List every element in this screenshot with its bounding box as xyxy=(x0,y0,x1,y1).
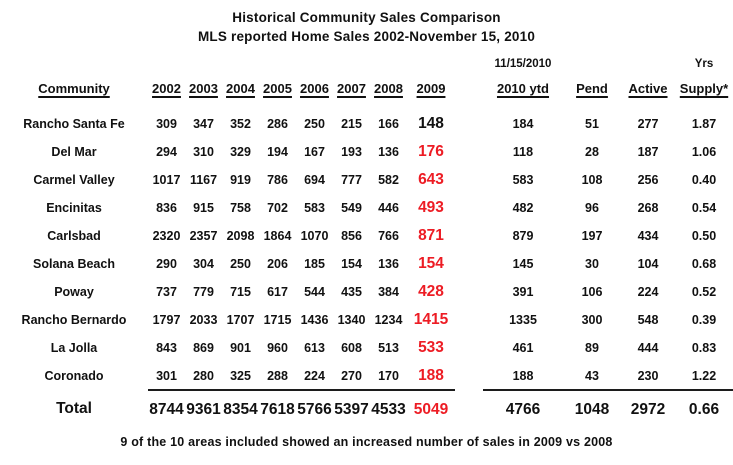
col-header-2007: 2007 xyxy=(337,81,366,96)
table-cell: 0.68 xyxy=(691,257,717,271)
col-header-active: Active xyxy=(628,81,668,96)
table-row xyxy=(0,222,733,250)
table-cell: 1.06 xyxy=(691,145,717,159)
community-name: Encinitas xyxy=(46,201,102,215)
table-cell: 544 xyxy=(304,285,325,299)
table-cell: 230 xyxy=(621,362,675,390)
table-cell: 482 xyxy=(512,201,534,215)
table-cell: 96 xyxy=(585,201,599,215)
column-gap xyxy=(455,50,483,70)
table-cell-2009: 1415 xyxy=(413,311,449,328)
total-cell-2009: 5049 xyxy=(413,400,449,418)
table-cell: 286 xyxy=(267,117,288,131)
community-name: Del Mar xyxy=(51,145,97,159)
community-name: Carlsbad xyxy=(47,229,101,243)
column-gap xyxy=(455,166,483,194)
table-cell-2009: 493 xyxy=(418,199,444,216)
column-gap xyxy=(455,250,483,278)
column-gap xyxy=(455,222,483,250)
title-line-1: Historical Community Sales Comparison xyxy=(232,10,501,25)
table-cell: 758 xyxy=(230,201,251,215)
table-cell: 901 xyxy=(230,341,251,355)
community-name: Rancho Santa Fe xyxy=(23,117,125,131)
table-cell: 154 xyxy=(341,257,362,271)
table-cell: 268 xyxy=(637,201,659,215)
table-cell: 617 xyxy=(267,285,288,299)
table-row xyxy=(0,194,733,222)
table-cell: 325 xyxy=(222,362,259,390)
table-cell: 766 xyxy=(378,229,399,243)
report-title xyxy=(0,0,733,46)
table-cell: 777 xyxy=(341,173,362,187)
table-cell: 197 xyxy=(581,229,603,243)
column-gap xyxy=(455,70,483,96)
table-cell: 583 xyxy=(304,201,325,215)
table-row xyxy=(0,334,733,362)
community-name: Rancho Bernardo xyxy=(21,313,127,327)
col-header-2002: 2002 xyxy=(152,81,181,96)
total-label: Total xyxy=(56,400,92,417)
table-row xyxy=(0,362,733,390)
table-cell: 2098 xyxy=(226,229,255,243)
table-cell: 294 xyxy=(156,145,177,159)
total-cell: 8354 xyxy=(223,400,258,418)
table-cell: 1864 xyxy=(263,229,292,243)
table-cell: 960 xyxy=(267,341,288,355)
table-cell: 277 xyxy=(637,117,659,131)
table-cell: 879 xyxy=(512,229,534,243)
table-cell: 30 xyxy=(585,257,599,271)
table-cell-2009: 533 xyxy=(418,339,444,356)
table-cell: 250 xyxy=(304,117,325,131)
table-cell: 582 xyxy=(378,173,399,187)
table-cell: 461 xyxy=(512,341,534,355)
table-row xyxy=(0,138,733,166)
table-cell: 1707 xyxy=(226,313,255,327)
col-header-2003: 2003 xyxy=(189,81,218,96)
vertical-spacer xyxy=(0,96,733,110)
table-cell-2009: 643 xyxy=(418,171,444,188)
table-cell: 446 xyxy=(378,201,399,215)
table-row xyxy=(0,110,733,138)
table-cell: 0.83 xyxy=(691,341,717,355)
table-row xyxy=(0,278,733,306)
table-cell: 694 xyxy=(304,173,325,187)
column-gap xyxy=(455,362,483,390)
header-spacer xyxy=(0,50,148,70)
table-cell-2009: 188 xyxy=(407,362,455,390)
table-cell: 43 xyxy=(563,362,621,390)
table-cell: 549 xyxy=(341,201,362,215)
table-cell: 290 xyxy=(156,257,177,271)
table-cell: 444 xyxy=(637,341,659,355)
table-cell: 280 xyxy=(185,362,222,390)
table-cell: 0.52 xyxy=(691,285,717,299)
table-cell: 145 xyxy=(512,257,534,271)
col-header-2004: 2004 xyxy=(226,81,255,96)
col-header-ytd-date: 11/15/2010 xyxy=(494,58,552,70)
total-cell: 8744 xyxy=(149,400,184,418)
column-gap xyxy=(455,138,483,166)
total-cell: 7618 xyxy=(260,400,295,418)
table-cell: 1340 xyxy=(337,313,366,327)
table-cell: 288 xyxy=(259,362,296,390)
table-cell: 187 xyxy=(637,145,659,159)
table-cell: 702 xyxy=(267,201,288,215)
table-cell: 435 xyxy=(341,285,362,299)
table-cell: 2357 xyxy=(189,229,218,243)
total-cell: 5397 xyxy=(334,400,369,418)
col-header-supply: Supply* xyxy=(679,81,729,96)
table-cell: 513 xyxy=(378,341,399,355)
table-cell: 613 xyxy=(304,341,325,355)
table-cell: 300 xyxy=(581,313,603,327)
column-gap xyxy=(455,334,483,362)
table-cell: 915 xyxy=(193,201,214,215)
column-gap xyxy=(455,194,483,222)
total-cell: 4533 xyxy=(371,400,406,418)
header-row-top xyxy=(0,50,733,70)
table-cell: 779 xyxy=(193,285,214,299)
table-cell: 1.22 xyxy=(675,362,733,390)
total-row xyxy=(0,390,733,428)
table-cell: 170 xyxy=(370,362,407,390)
footer-note: 9 of the 10 areas included showed an increased number of sales in 2009 vs 2008 xyxy=(120,435,613,449)
table-cell: 347 xyxy=(193,117,214,131)
table-cell: 329 xyxy=(230,145,251,159)
table-cell-2009: 154 xyxy=(418,255,444,272)
table-cell: 184 xyxy=(512,117,534,131)
table-cell: 206 xyxy=(267,257,288,271)
table-cell: 224 xyxy=(637,285,659,299)
table-cell: 1167 xyxy=(189,173,218,187)
table-cell: 89 xyxy=(585,341,599,355)
table-cell: 1797 xyxy=(152,313,181,327)
table-cell: 104 xyxy=(637,257,659,271)
table-row xyxy=(0,166,733,194)
table-cell: 1234 xyxy=(374,313,403,327)
community-name: Solana Beach xyxy=(33,257,115,271)
table-cell: 118 xyxy=(512,145,534,159)
table-cell: 193 xyxy=(341,145,362,159)
table-cell: 250 xyxy=(230,257,251,271)
table-cell: 185 xyxy=(304,257,325,271)
table-cell: 548 xyxy=(637,313,659,327)
community-name: La Jolla xyxy=(50,341,98,355)
table-cell: 270 xyxy=(333,362,370,390)
col-header-2010ytd: 2010 ytd xyxy=(496,81,550,96)
table-cell-2009: 176 xyxy=(418,143,444,160)
table-cell: 919 xyxy=(230,173,251,187)
table-cell: 2033 xyxy=(189,313,218,327)
table-cell: 836 xyxy=(156,201,177,215)
community-name: Carmel Valley xyxy=(33,173,115,187)
table-cell: 1436 xyxy=(300,313,329,327)
table-cell: 215 xyxy=(341,117,362,131)
table-cell: 256 xyxy=(637,173,659,187)
total-cell: 4766 xyxy=(505,400,541,418)
header-row-main xyxy=(0,70,733,96)
column-gap xyxy=(455,390,483,428)
table-cell: 843 xyxy=(156,341,177,355)
table-cell: 583 xyxy=(512,173,534,187)
col-header-2009: 2009 xyxy=(416,81,446,96)
col-header-2005: 2005 xyxy=(263,81,292,96)
table-cell: 310 xyxy=(193,145,214,159)
table-cell: 304 xyxy=(193,257,214,271)
table-cell: 106 xyxy=(581,285,603,299)
table-cell: 309 xyxy=(156,117,177,131)
table-cell: 1.87 xyxy=(691,117,717,131)
table-cell: 856 xyxy=(341,229,362,243)
table-cell: 194 xyxy=(267,145,288,159)
table-cell: 737 xyxy=(156,285,177,299)
table-cell: 715 xyxy=(230,285,251,299)
table-cell: 384 xyxy=(378,285,399,299)
table-cell: 136 xyxy=(378,257,399,271)
col-header-yrs: Yrs xyxy=(694,58,714,70)
total-cell: 5766 xyxy=(297,400,332,418)
total-cell: 2972 xyxy=(630,400,666,418)
table-cell: 2320 xyxy=(152,229,181,243)
col-header-2008: 2008 xyxy=(374,81,403,96)
table-cell: 0.50 xyxy=(691,229,717,243)
table-cell: 1335 xyxy=(509,313,537,327)
community-name: Coronado xyxy=(44,369,104,383)
table-cell: 786 xyxy=(267,173,288,187)
table-cell: 0.39 xyxy=(691,313,717,327)
table-cell: 166 xyxy=(378,117,399,131)
table-cell-2009: 428 xyxy=(418,283,444,300)
table-cell: 0.54 xyxy=(691,201,717,215)
table-cell: 352 xyxy=(230,117,251,131)
col-header-2006: 2006 xyxy=(300,81,329,96)
table-cell: 301 xyxy=(148,362,185,390)
column-gap xyxy=(455,306,483,334)
community-name: Poway xyxy=(54,285,94,299)
table-cell: 0.40 xyxy=(691,173,717,187)
table-cell: 1715 xyxy=(263,313,292,327)
table-cell: 608 xyxy=(341,341,362,355)
table-cell: 434 xyxy=(637,229,659,243)
table-cell: 1017 xyxy=(152,173,181,187)
table-row xyxy=(0,306,733,334)
sales-table xyxy=(0,50,733,428)
table-cell: 188 xyxy=(483,362,563,390)
table-cell: 167 xyxy=(304,145,325,159)
title-line-2: MLS reported Home Sales 2002-November 15, 2010 xyxy=(197,29,536,44)
table-cell: 28 xyxy=(585,145,599,159)
table-cell: 391 xyxy=(512,285,534,299)
column-gap xyxy=(455,110,483,138)
table-cell: 869 xyxy=(193,341,214,355)
table-cell-2009: 871 xyxy=(418,227,444,244)
total-cell: 0.66 xyxy=(688,400,720,418)
column-gap xyxy=(455,278,483,306)
col-header-pend: Pend xyxy=(576,81,608,96)
table-cell: 136 xyxy=(378,145,399,159)
col-header-community: Community xyxy=(38,81,110,96)
table-cell: 1070 xyxy=(300,229,329,243)
table-cell: 108 xyxy=(581,173,603,187)
table-cell: 224 xyxy=(296,362,333,390)
total-cell: 1048 xyxy=(574,400,610,418)
total-cell: 9361 xyxy=(186,400,221,418)
table-row xyxy=(0,250,733,278)
table-cell-2009: 148 xyxy=(418,115,444,132)
table-cell: 51 xyxy=(585,117,599,131)
